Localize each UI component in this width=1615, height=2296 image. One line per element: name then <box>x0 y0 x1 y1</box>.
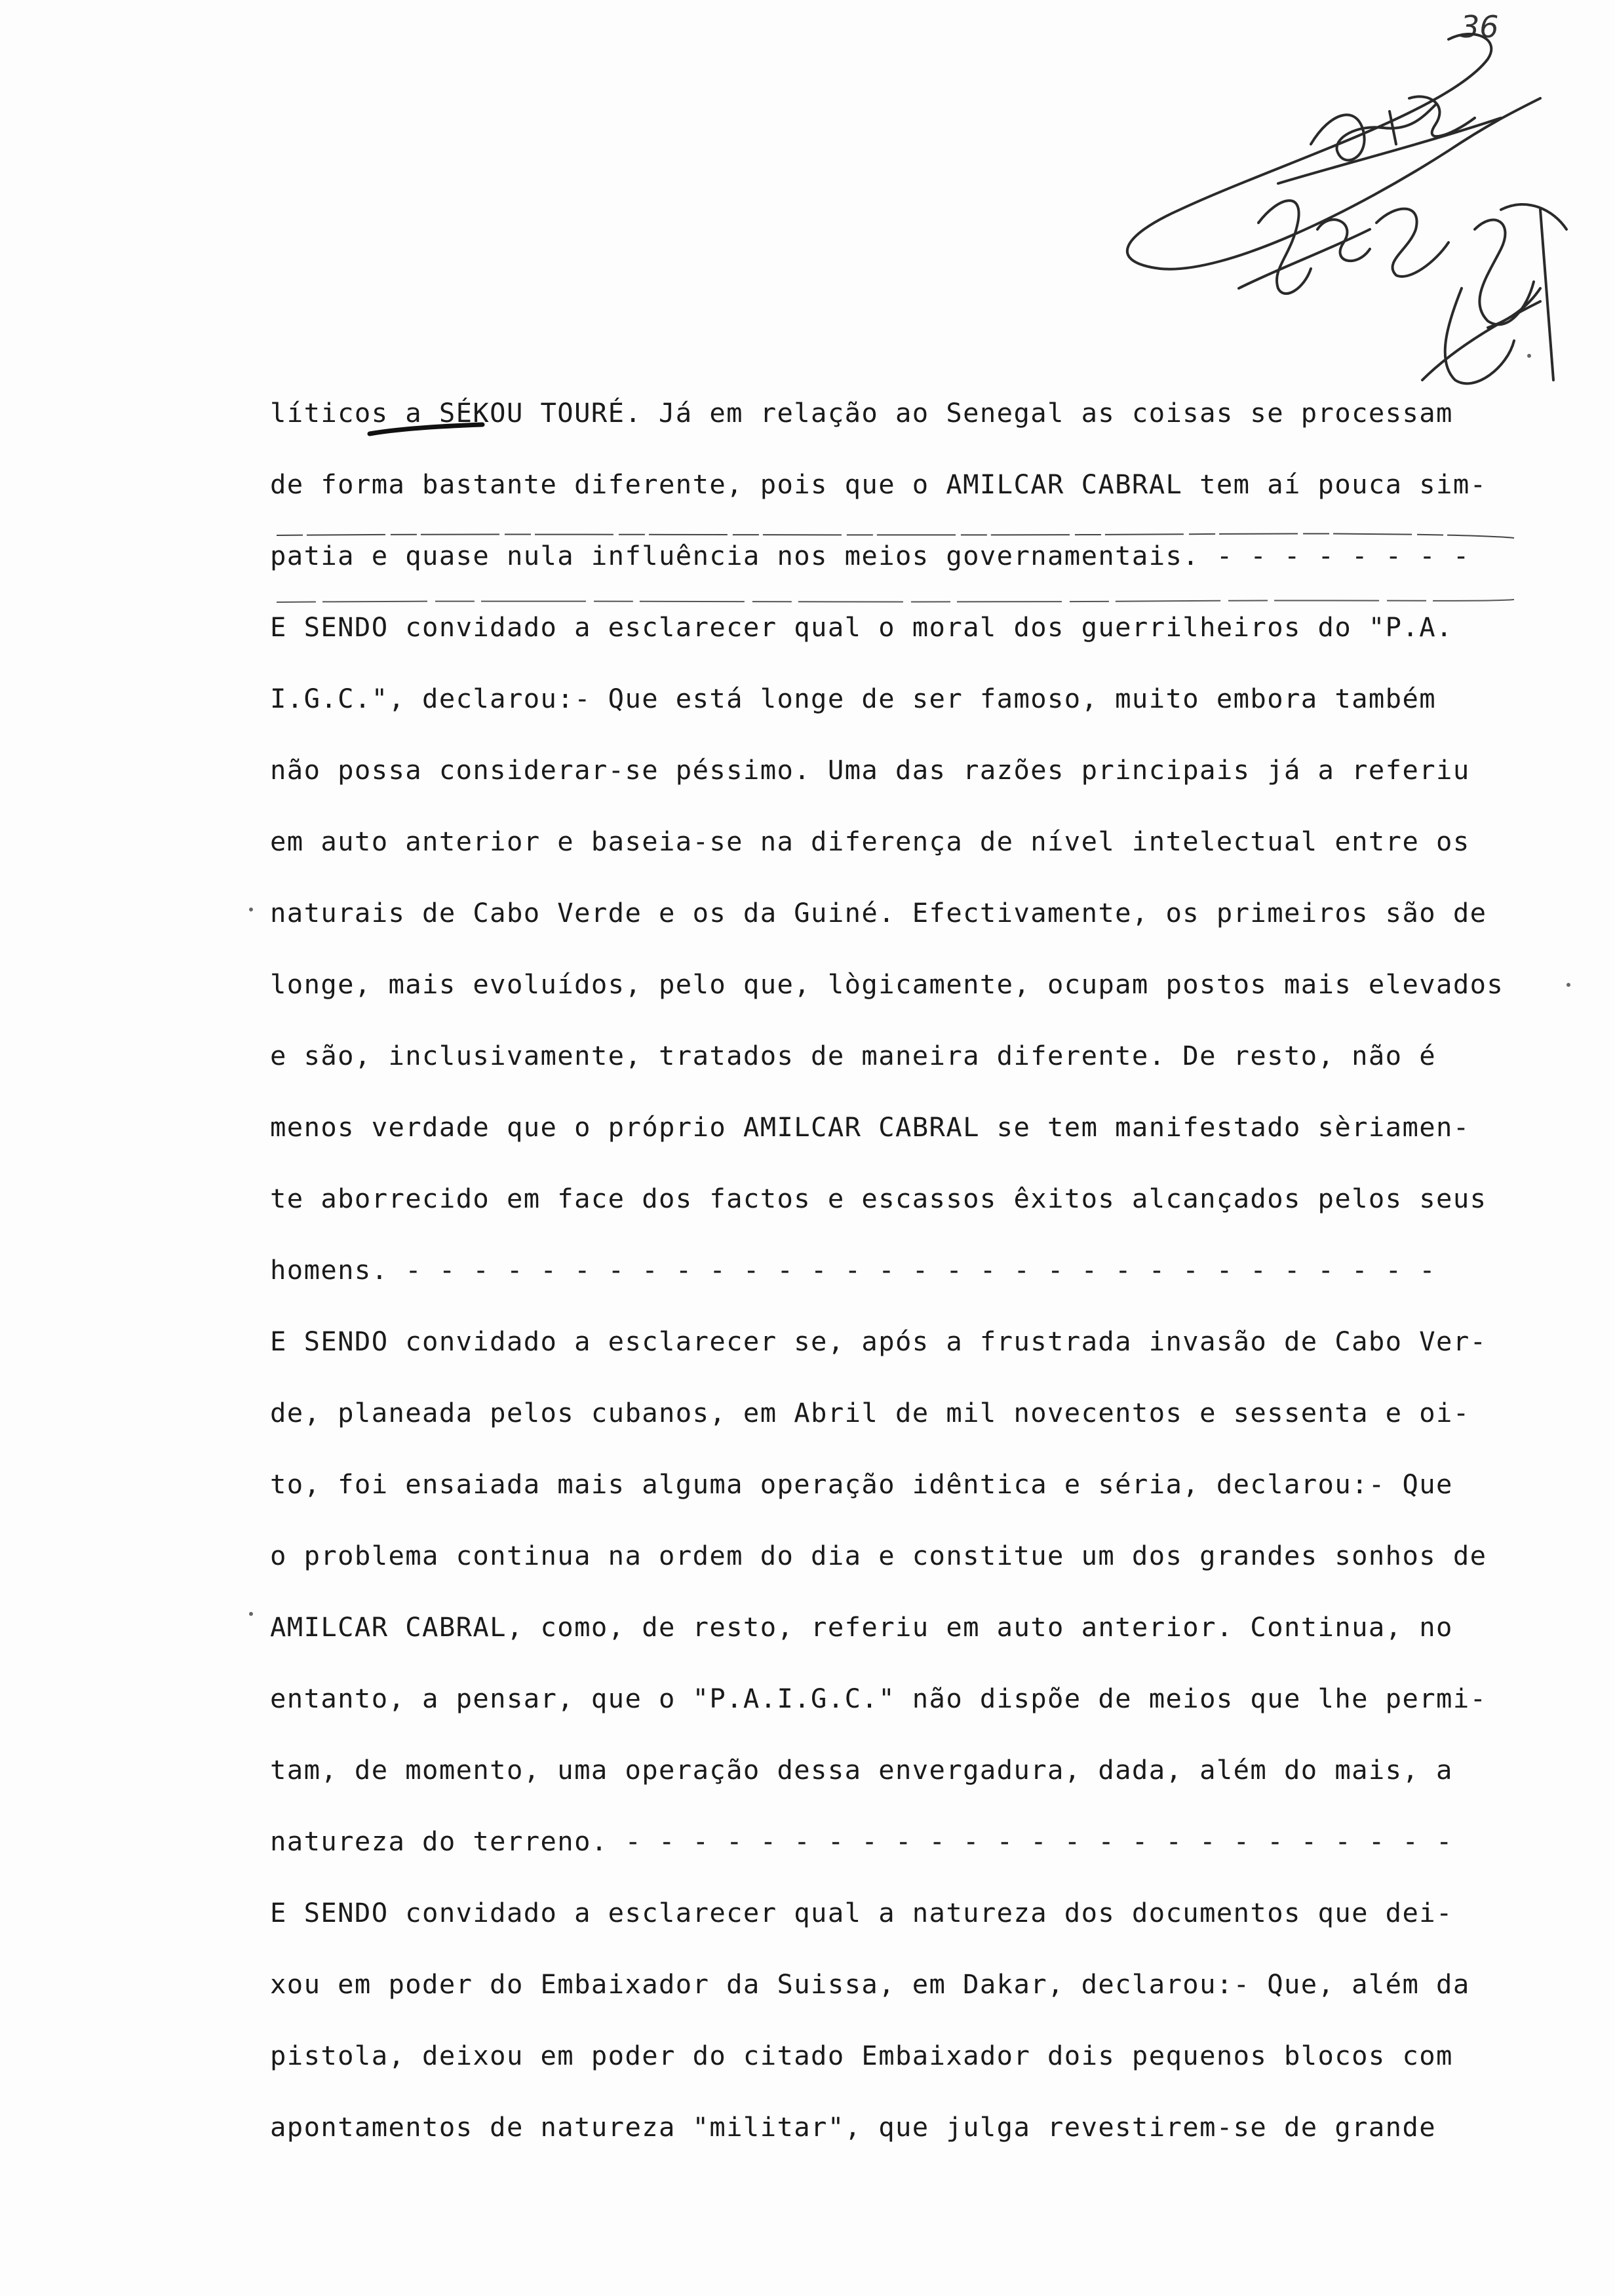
text-line: xou em poder do Embaixador da Suissa, em Dakar, declarou:- Que, além da <box>270 1968 1470 2000</box>
text-line: homens. - - - - - - - - - - - - - - - - - - - - - - - - - - - - - - - <box>270 1254 1437 1286</box>
text-line: pistola, deixou em poder do citado Embaixador dois pequenos blocos com <box>270 2040 1453 2071</box>
text-line: o problema continua na ordem do dia e constitue um dos grandes sonhos de <box>270 1540 1487 1571</box>
text-line: to, foi ensaiada mais alguma operação idêntica e séria, declarou:- Que <box>270 1468 1453 1500</box>
text-line: E SENDO convidado a esclarecer qual o moral dos guerrilheiros do "P.A. <box>270 611 1453 643</box>
text-line: tam, de momento, uma operação dessa envergadura, dada, além do mais, a <box>270 1754 1453 1786</box>
text-line: de forma bastante diferente, pois que o AMILCAR CABRAL tem aí pouca sim- <box>270 469 1487 500</box>
text-line: longe, mais evoluídos, pelo que, lògicamente, ocupam postos mais elevados <box>270 968 1504 1000</box>
scan-speck <box>249 1612 253 1616</box>
text-line: de, planeada pelos cubanos, em Abril de mil novecentos e sessenta e oi- <box>270 1397 1470 1428</box>
scan-speck <box>249 908 253 911</box>
text-line: natureza do terreno. - - - - - - - - - - - - - - - - - - - - - - - - - <box>270 1826 1453 1857</box>
text-line: AMILCAR CABRAL, como, de resto, referiu em auto anterior. Continua, no <box>270 1611 1453 1643</box>
text-line: não possa considerar-se péssimo. Uma das razões principais já a referiu <box>270 754 1470 786</box>
text-line: líticos a SÉKOU TOURÉ. Já em relação ao Senegal as coisas se processam <box>270 397 1453 429</box>
text-line: patia e quase nula influência nos meios governamentais. - - - - - - - - <box>270 540 1470 571</box>
scan-speck <box>1527 354 1531 358</box>
page-number: 36 <box>1460 9 1499 45</box>
text-line: E SENDO convidado a esclarecer qual a natureza dos documentos que dei- <box>270 1897 1453 1928</box>
text-line: e são, inclusivamente, tratados de maneira diferente. De resto, não é <box>270 1040 1437 1071</box>
text-line: naturais de Cabo Verde e os da Guiné. Efectivamente, os primeiros são de <box>270 897 1487 928</box>
text-line: I.G.C.", declarou:- Que está longe de ser famoso, muito embora também <box>270 683 1437 714</box>
scan-speck <box>1566 983 1570 987</box>
text-line: E SENDO convidado a esclarecer se, após a frustrada invasão de Cabo Ver- <box>270 1326 1487 1357</box>
text-line: te aborrecido em face dos factos e escassos êxitos alcançados pelos seus <box>270 1183 1487 1214</box>
document-text <box>270 387 1535 2172</box>
handwritten-signatures <box>1081 13 1580 406</box>
text-line: apontamentos de natureza "militar", que julga revestirem-se de grande <box>270 2111 1437 2143</box>
text-line: em auto anterior e baseia-se na diferença de nível intelectual entre os <box>270 826 1470 857</box>
text-line: entanto, a pensar, que o "P.A.I.G.C." não dispõe de meios que lhe permi- <box>270 1683 1487 1714</box>
text-line: menos verdade que o próprio AMILCAR CABRAL se tem manifestado sèriamen- <box>270 1111 1470 1143</box>
